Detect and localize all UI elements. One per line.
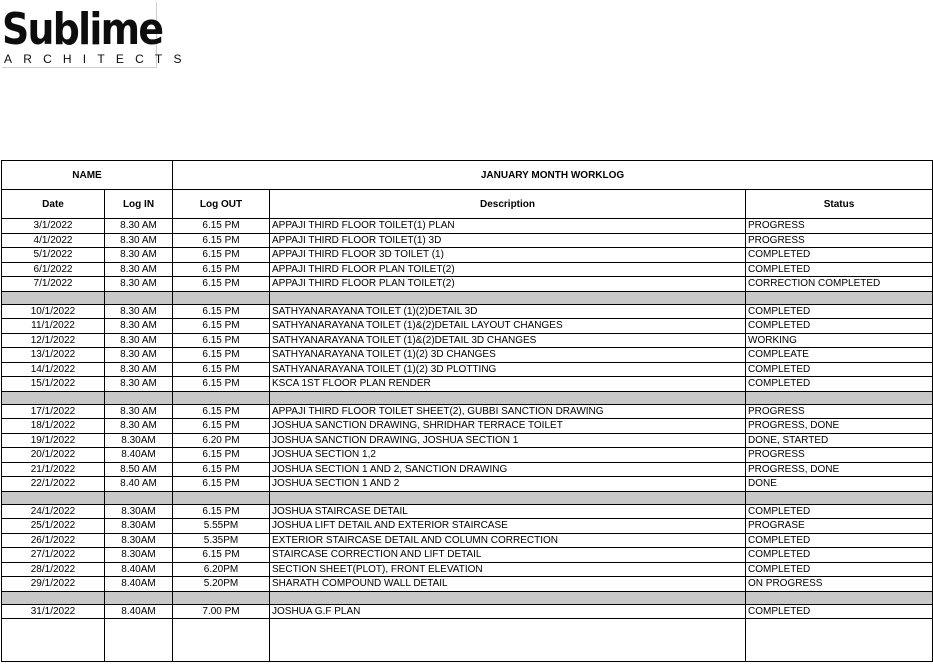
log-out-cell: 6.15 PM	[173, 219, 270, 234]
status-cell: PROGRESS	[746, 448, 933, 463]
log-in-cell: 8.30AM	[105, 533, 173, 548]
description-cell: KSCA 1ST FLOOR PLAN RENDER	[270, 377, 746, 392]
separator-cell	[746, 291, 933, 304]
separator-cell	[173, 391, 270, 404]
description-cell: SECTION SHEET(PLOT), FRONT ELEVATION	[270, 562, 746, 577]
description-cell: JOSHUA SECTION 1,2	[270, 448, 746, 463]
log-in-cell: 8.30AM	[105, 548, 173, 563]
log-in-cell: 8.30 AM	[105, 333, 173, 348]
log-out-cell: 6.15 PM	[173, 419, 270, 434]
table-row	[2, 562, 933, 577]
description-cell: APPAJI THIRD FLOOR TOILET SHEET(2), GUBBI SANCTION DRAWING	[270, 404, 746, 419]
separator-cell	[105, 591, 173, 604]
description-cell: APPAJI THIRD FLOOR PLAN TOILET(2)	[270, 277, 746, 292]
description-cell: SATHYANARAYANA TOILET (1)(2)DETAIL 3D	[270, 304, 746, 319]
description-cell: APPAJI THIRD FLOOR TOILET(1) 3D	[270, 233, 746, 248]
log-out-cell: 5.55PM	[173, 519, 270, 534]
separator-cell	[270, 591, 746, 604]
name-header: NAME	[2, 161, 173, 190]
log-in-cell: 8.30 AM	[105, 219, 173, 234]
status-cell: COMPLETED	[746, 377, 933, 392]
date-cell: 14/1/2022	[2, 362, 105, 377]
log-in-cell: 8.30 AM	[105, 319, 173, 334]
status-cell: COMPLEATE	[746, 348, 933, 363]
table-row	[2, 248, 933, 263]
table-row	[2, 548, 933, 563]
description-cell: APPAJI THIRD FLOOR 3D TOILET (1)	[270, 248, 746, 263]
description-cell: SATHYANARAYANA TOILET (1)&(2)DETAIL LAYOUT CHANGES	[270, 319, 746, 334]
status-cell: DONE	[746, 477, 933, 492]
description-cell: SATHYANARAYANA TOILET (1)(2) 3D CHANGES	[270, 348, 746, 363]
log-in-cell: 8.30 AM	[105, 277, 173, 292]
table-row	[2, 277, 933, 292]
separator-cell	[2, 391, 105, 404]
log-out-cell: 6.20 PM	[173, 433, 270, 448]
description-cell: JOSHUA SANCTION DRAWING, SHRIDHAR TERRACE TOILET	[270, 419, 746, 434]
status-cell: PROGRASE	[746, 519, 933, 534]
empty-cell	[2, 619, 105, 662]
log-out-cell: 6.15 PM	[173, 377, 270, 392]
separator-row	[2, 291, 933, 304]
log-out-cell: 6.15 PM	[173, 448, 270, 463]
log-in-cell: 8.30 AM	[105, 348, 173, 363]
date-cell: 18/1/2022	[2, 419, 105, 434]
date-cell: 19/1/2022	[2, 433, 105, 448]
date-cell: 27/1/2022	[2, 548, 105, 563]
separator-cell	[173, 291, 270, 304]
log-in-cell: 8.40AM	[105, 577, 173, 592]
separator-cell	[2, 291, 105, 304]
status-cell: PROGRESS	[746, 233, 933, 248]
log-out-cell: 6.15 PM	[173, 404, 270, 419]
col-header-log-in: Log IN	[105, 190, 173, 219]
date-cell: 25/1/2022	[2, 519, 105, 534]
log-out-cell: 6.15 PM	[173, 362, 270, 377]
log-out-cell: 6.15 PM	[173, 233, 270, 248]
description-cell: JOSHUA SECTION 1 AND 2	[270, 477, 746, 492]
column-header-row	[2, 190, 933, 219]
col-header-date: Date	[2, 190, 105, 219]
log-in-cell: 8.30AM	[105, 433, 173, 448]
table-row	[2, 219, 933, 234]
date-cell: 26/1/2022	[2, 533, 105, 548]
company-logo	[2, 2, 193, 68]
status-cell: COMPLETED	[746, 562, 933, 577]
log-in-cell: 8.30 AM	[105, 248, 173, 263]
status-cell: PROGRESS, DONE	[746, 419, 933, 434]
status-cell: ON PROGRESS	[746, 577, 933, 592]
description-cell: JOSHUA LIFT DETAIL AND EXTERIOR STAIRCASE	[270, 519, 746, 534]
table-row	[2, 462, 933, 477]
log-out-cell: 6.20PM	[173, 562, 270, 577]
log-out-cell: 6.15 PM	[173, 548, 270, 563]
log-out-cell: 6.15 PM	[173, 304, 270, 319]
description-cell: SHARATH COMPOUND WALL DETAIL	[270, 577, 746, 592]
log-out-cell: 6.15 PM	[173, 462, 270, 477]
log-out-cell: 6.15 PM	[173, 504, 270, 519]
log-out-cell: 6.15 PM	[173, 319, 270, 334]
date-cell: 4/1/2022	[2, 233, 105, 248]
status-cell: COMPLETED	[746, 604, 933, 619]
log-out-cell: 6.15 PM	[173, 248, 270, 263]
log-in-cell: 8.30 AM	[105, 304, 173, 319]
description-cell: SATHYANARAYANA TOILET (1)&(2)DETAIL 3D CHANGES	[270, 333, 746, 348]
description-cell: JOSHUA STAIRCASE DETAIL	[270, 504, 746, 519]
separator-cell	[173, 491, 270, 504]
table-row	[2, 404, 933, 419]
log-in-cell: 8.50 AM	[105, 462, 173, 477]
date-cell: 11/1/2022	[2, 319, 105, 334]
date-cell: 22/1/2022	[2, 477, 105, 492]
description-cell: APPAJI THIRD FLOOR TOILET(1) PLAN	[270, 219, 746, 234]
table-row	[2, 577, 933, 592]
date-cell: 12/1/2022	[2, 333, 105, 348]
separator-cell	[270, 391, 746, 404]
log-in-cell: 8.40 AM	[105, 477, 173, 492]
log-in-cell: 8.30 AM	[105, 362, 173, 377]
logo-wordmark: Sublime	[2, 4, 163, 55]
separator-cell	[746, 391, 933, 404]
log-in-cell: 8.30 AM	[105, 377, 173, 392]
worklog-title: JANUARY MONTH WORKLOG	[173, 161, 933, 190]
status-cell: PROGRESS, DONE	[746, 462, 933, 477]
separator-row	[2, 491, 933, 504]
empty-cell	[270, 619, 746, 662]
table-row	[2, 448, 933, 463]
separator-cell	[173, 591, 270, 604]
date-cell: 6/1/2022	[2, 262, 105, 277]
status-cell: DONE, STARTED	[746, 433, 933, 448]
table-row	[2, 533, 933, 548]
col-header-log-out: Log OUT	[173, 190, 270, 219]
description-cell: APPAJI THIRD FLOOR PLAN TOILET(2)	[270, 262, 746, 277]
table-row	[2, 262, 933, 277]
table-row	[2, 377, 933, 392]
date-cell: 7/1/2022	[2, 277, 105, 292]
table-row	[2, 233, 933, 248]
log-out-cell: 7.00 PM	[173, 604, 270, 619]
log-in-cell: 8.40AM	[105, 562, 173, 577]
separator-cell	[270, 291, 746, 304]
log-out-cell: 5.35PM	[173, 533, 270, 548]
status-cell: WORKING	[746, 333, 933, 348]
description-cell: STAIRCASE CORRECTION AND LIFT DETAIL	[270, 548, 746, 563]
status-cell: COMPLETED	[746, 304, 933, 319]
date-cell: 21/1/2022	[2, 462, 105, 477]
log-in-cell: 8.30 AM	[105, 419, 173, 434]
date-cell: 3/1/2022	[2, 219, 105, 234]
log-in-cell: 8.40AM	[105, 448, 173, 463]
separator-row	[2, 591, 933, 604]
description-cell: JOSHUA SANCTION DRAWING, JOSHUA SECTION 1	[270, 433, 746, 448]
col-header-status: Status	[746, 190, 933, 219]
separator-row	[2, 391, 933, 404]
separator-cell	[105, 291, 173, 304]
date-cell: 13/1/2022	[2, 348, 105, 363]
log-out-cell: 6.15 PM	[173, 477, 270, 492]
table-row	[2, 433, 933, 448]
status-cell: CORRECTION COMPLETED	[746, 277, 933, 292]
table-row	[2, 477, 933, 492]
date-cell: 10/1/2022	[2, 304, 105, 319]
table-row	[2, 348, 933, 363]
status-cell: COMPLETED	[746, 362, 933, 377]
status-cell: COMPLETED	[746, 533, 933, 548]
date-cell: 17/1/2022	[2, 404, 105, 419]
log-out-cell: 6.15 PM	[173, 348, 270, 363]
log-in-cell: 8.30AM	[105, 519, 173, 534]
empty-cell	[746, 619, 933, 662]
description-cell: JOSHUA G.F PLAN	[270, 604, 746, 619]
log-out-cell: 6.15 PM	[173, 262, 270, 277]
log-in-cell: 8.30AM	[105, 504, 173, 519]
status-cell: COMPLETED	[746, 548, 933, 563]
separator-cell	[746, 591, 933, 604]
table-row	[2, 333, 933, 348]
separator-cell	[746, 491, 933, 504]
table-row	[2, 419, 933, 434]
empty-cell	[173, 619, 270, 662]
date-cell: 31/1/2022	[2, 604, 105, 619]
table-row	[2, 319, 933, 334]
log-in-cell: 8.30 AM	[105, 233, 173, 248]
status-cell: COMPLETED	[746, 262, 933, 277]
log-in-cell: 8.40AM	[105, 604, 173, 619]
status-cell: COMPLETED	[746, 504, 933, 519]
col-header-description: Description	[270, 190, 746, 219]
date-cell: 24/1/2022	[2, 504, 105, 519]
logo-subtitle: ARCHITECTS	[4, 52, 193, 66]
table-row	[2, 519, 933, 534]
status-cell: PROGRESS	[746, 219, 933, 234]
description-cell: EXTERIOR STAIRCASE DETAIL AND COLUMN CORRECTION	[270, 533, 746, 548]
date-cell: 28/1/2022	[2, 562, 105, 577]
worklog-table	[1, 160, 933, 662]
status-cell: COMPLETED	[746, 248, 933, 263]
description-cell: JOSHUA SECTION 1 AND 2, SANCTION DRAWING	[270, 462, 746, 477]
status-cell: PROGRESS	[746, 404, 933, 419]
date-cell: 29/1/2022	[2, 577, 105, 592]
separator-cell	[105, 391, 173, 404]
separator-cell	[105, 491, 173, 504]
log-in-cell: 8.30 AM	[105, 262, 173, 277]
table-row	[2, 604, 933, 619]
log-out-cell: 6.15 PM	[173, 277, 270, 292]
description-cell: SATHYANARAYANA TOILET (1)(2) 3D PLOTTING	[270, 362, 746, 377]
separator-cell	[2, 591, 105, 604]
status-cell: COMPLETED	[746, 319, 933, 334]
empty-cell	[105, 619, 173, 662]
empty-row	[2, 619, 933, 662]
date-cell: 20/1/2022	[2, 448, 105, 463]
table-row	[2, 504, 933, 519]
separator-cell	[2, 491, 105, 504]
log-out-cell: 5.20PM	[173, 577, 270, 592]
separator-cell	[270, 491, 746, 504]
date-cell: 15/1/2022	[2, 377, 105, 392]
date-cell: 5/1/2022	[2, 248, 105, 263]
table-title-row	[2, 161, 933, 190]
log-out-cell: 6.15 PM	[173, 333, 270, 348]
table-row	[2, 304, 933, 319]
log-in-cell: 8.30 AM	[105, 404, 173, 419]
table-row	[2, 362, 933, 377]
